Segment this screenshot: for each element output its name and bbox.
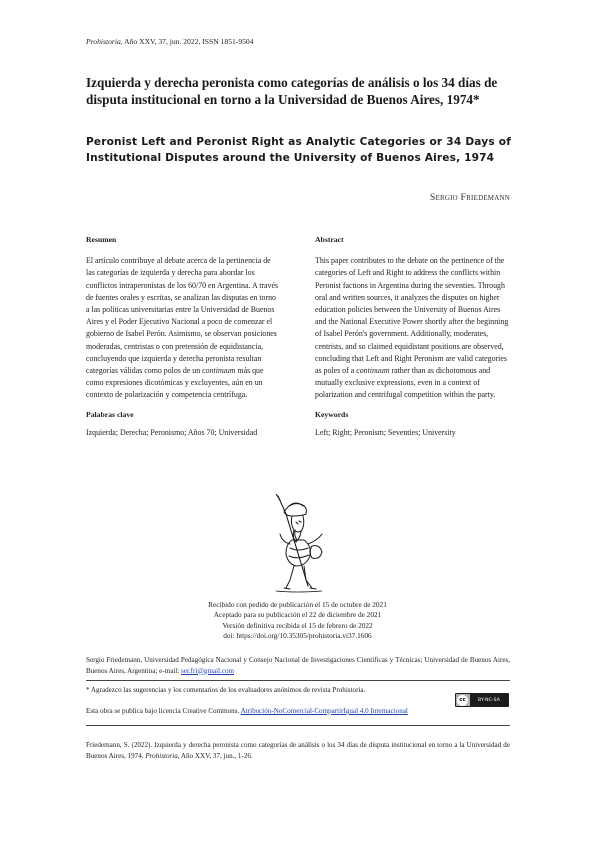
accepted-date: Aceptado para su publicación el 22 de diciembre de 2021 — [213, 610, 382, 620]
abstract-column — [315, 234, 509, 439]
divider — [86, 680, 510, 681]
author-affiliation — [86, 655, 510, 676]
journal-details: , Año XXV, 37, jun. 2022, ISSN 1851-9504 — [120, 37, 254, 46]
resumen-italic-term: continuum — [202, 366, 236, 376]
palabras-clave: Izquierda; Derecha; Peronismo; Años 70; Universidad — [86, 427, 258, 437]
resumen-text — [86, 255, 280, 401]
final-version-date: Versión definitiva recibida el 15 de febrero de 2022 — [222, 620, 373, 630]
cc-license-code: BY-NC-SA — [470, 694, 508, 706]
title-spanish: Izquierda y derecha peronista como categorías de análisis o los 34 días de disputa institucional en torno a la Universidad de Buenos Aires, 1974* — [86, 75, 498, 107]
title-english: Peronist Left and Peronist Right as Analytic Categories or 34 Days of Institutional Disputes around the University of Buenos Aires, 1974 — [86, 136, 511, 164]
creative-commons-badge[interactable] — [455, 693, 509, 707]
author-name: Sergio Friedemann — [429, 192, 510, 203]
keywords-heading: Keywords — [315, 409, 349, 419]
abstract-text-part: rather than as dichotomous and mutually exclusive expressions, even in a context of polarization and centrifugal competition within the party. — [315, 366, 496, 400]
author-email-link[interactable]: ser.fri@gmail.com — [181, 666, 235, 675]
received-date: Recibido con pedido de publicación el 15 de octubre de 2021 — [208, 600, 387, 609]
citation — [86, 740, 510, 761]
resumen-heading: Resumen — [86, 235, 117, 244]
palabras-clave-heading: Palabras clave — [86, 409, 134, 419]
keywords: Left; Right; Peronism; Seventies; University — [315, 427, 456, 437]
running-header — [86, 37, 254, 46]
license-statement — [86, 707, 408, 715]
citation-text: Friedemann, S. (2022). Izquierda y derecha peronista como categorías de análisis o los 34 días de disputa institucional en torno a la Universidad de Buenos Aires, 1974. — [86, 741, 510, 760]
doi: doi: https://doi.org/10.35305/prohistoria.vi37.1606 — [223, 630, 372, 640]
license-text: Esta obra se publica bajo licencia Creative Commons. — [86, 707, 241, 715]
abstract-text — [315, 255, 509, 401]
abstract-italic-term: continuum — [356, 366, 390, 376]
resumen-text-part: El artículo contribuye al debate acerca de la pertinencia de las categorías de izquierda y derecha para abordar los conflictos intraperonistas de los 60/70 en Argentina. A través de fuentes orales y escritas, se analizan las disputas en torno a las políticas universitarias entre la Universidad de Buenos Aires y el Poder Ejecutivo Nacional a poco de comenzar el gobierno de Isabel Perón. Asimismo, se observan posiciones moderadas, centristas o con pretensión de equidistancia, concluyendo que izquierda y derecha peronista resultan categorías válidas como polos de un — [86, 256, 279, 376]
affiliation-text: Sergio Friedemann, Universidad Pedagógica Nacional y Consejo Nacional de Investigaciones Científicas y Técnicas; Universidad de Buenos Aires, Buenos Aires, Argentina; e-mail: — [86, 656, 510, 675]
divider — [86, 725, 510, 726]
abstract-heading: Abstract — [315, 235, 344, 244]
don-quixote-sketch-icon — [256, 494, 338, 594]
abstract-text-part: This paper contributes to the debate on the pertinence of the categories of Left and Right to address the conflicts within Peronist factions in Argentina during the seventies. Through oral and written sources, it analyzes the disputes on higher education policies between the University of Buenos Aires and the National Executive Power shortly after the beginning of Isabel Perón's government. Additionally, moderates, centrists, and so claimed equidistant positions are observed, concluding that Left and Right Peronism are valid categories as poles of a — [315, 256, 509, 376]
resumen-text-part: más que como expresiones dicotómicas y excluyentes, aún en un contexto de polarización y competencia centrífuga. — [86, 366, 264, 400]
cc-icon: cc — [457, 695, 468, 706]
journal-name: Prohistoria — [86, 37, 121, 46]
resumen-column — [86, 234, 280, 439]
publication-dates — [86, 600, 509, 641]
citation-text: , Año XXV, 37, jun., 1-26. — [177, 751, 253, 760]
citation-journal: Prohistoria — [145, 751, 178, 760]
acknowledgment-footnote: * Agradezco las sugerencias y los comentarios de los evaluadores anónimos de revista Prohistoria. — [86, 686, 366, 694]
license-link[interactable]: Atribución-NoComercial-CompartirIgual 4.0 Internacional — [240, 707, 408, 715]
